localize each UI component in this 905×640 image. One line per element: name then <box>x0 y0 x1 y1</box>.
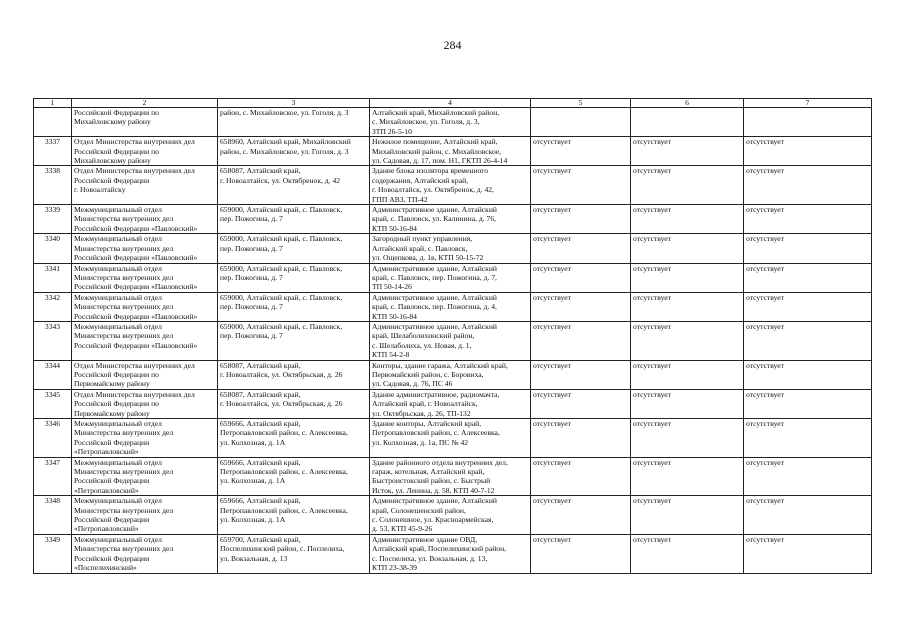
organization-cell-line: Межмуниципальный отдел <box>74 263 162 273</box>
address-cell-line: район, с. Михайловское, ул. Гоголя, д. 3 <box>220 108 349 117</box>
column-6-cell: отсутствует <box>631 457 744 496</box>
table-row <box>34 321 872 360</box>
object-cell-line: содержания, Алтайский край, <box>372 175 469 185</box>
document-table <box>33 98 872 574</box>
object-cell <box>370 360 531 389</box>
object-cell-line: Административное здание, Алтайский <box>372 263 497 273</box>
object-cell-line: ГПП АВЗ, ТП-42 <box>372 194 428 204</box>
organization-cell-line: Михайловскому району <box>74 156 151 166</box>
address-cell-line: 659666, Алтайский край, <box>220 496 301 506</box>
organization-cell-line: Межмуниципальный отдел <box>74 496 162 506</box>
organization-cell <box>72 263 218 292</box>
address-cell-line: пер. Пожогина, д. 7 <box>220 243 283 253</box>
column-5-cell: отсутствует <box>531 534 631 573</box>
object-cell-line: КТП 23-38-39 <box>372 563 417 573</box>
column-header: 3 <box>218 99 370 108</box>
organization-cell-line: Министерства внутренних дел <box>74 331 174 341</box>
address-cell-line: ул. Колхозная, д. 1А <box>220 476 286 486</box>
organization-cell-line: Межмуниципальный отдел <box>74 321 162 331</box>
column-5-cell: отсутствует <box>531 360 631 389</box>
column-5-cell: отсутствует <box>531 234 631 263</box>
column-6-cell <box>631 108 744 137</box>
organization-cell-line: Министерства внутренних дел <box>74 214 174 224</box>
object-cell-line: Административное здание ОВД, <box>372 534 478 544</box>
row-number-cell: 3349 <box>34 534 72 573</box>
column-6-cell: отсутствует <box>631 166 744 205</box>
object-cell-line: ул. Садовая, д. 17, пом. Н1, ГКТП 26-4-14 <box>372 156 508 166</box>
address-cell-line: пер. Пожогина, д. 7 <box>220 272 283 282</box>
row-number-cell: 3338 <box>34 166 72 205</box>
object-cell-line: д. 53, КТП 45-9-26 <box>372 524 433 534</box>
address-cell-line: 659000, Алтайский край, с. Павловск, <box>220 321 343 331</box>
object-cell-line: Алтайский край, Михайловский район, <box>372 108 500 117</box>
column-7-cell: отсутствует <box>744 205 872 234</box>
object-cell-line: Конторы, здание гаража, Алтайский край, <box>372 360 508 370</box>
object-cell-line: Административное здание, Алтайский <box>372 205 497 215</box>
column-5-cell: отсутствует <box>531 263 631 292</box>
object-cell <box>370 457 531 496</box>
address-cell-line: г. Новоалтайск, ул. Октябрьская, д. 26 <box>220 369 343 379</box>
object-cell-line: Быстроистокский район, с. Быстрый <box>372 476 491 486</box>
object-cell-line: Административное здание, Алтайский <box>372 292 497 302</box>
object-cell-line: г. Новоалтайск, ул. Октябренок, д. 42, <box>372 185 494 195</box>
object-cell <box>370 137 531 166</box>
table-row <box>34 137 872 166</box>
column-header: 4 <box>370 99 531 108</box>
organization-cell <box>72 292 218 321</box>
column-6-cell: отсутствует <box>631 137 744 166</box>
address-cell <box>218 166 370 205</box>
column-7-cell: отсутствует <box>744 166 872 205</box>
row-number-cell: 3346 <box>34 419 72 458</box>
column-6-cell: отсутствует <box>631 292 744 321</box>
object-cell-line: Петропавловский район, с. Алексеевка, <box>372 428 500 438</box>
organization-cell <box>72 389 218 418</box>
column-5-cell: отсутствует <box>531 389 631 418</box>
row-number-cell: 3339 <box>34 205 72 234</box>
column-6-cell: отсутствует <box>631 360 744 389</box>
organization-cell <box>72 457 218 496</box>
address-cell <box>218 496 370 535</box>
organization-cell <box>72 419 218 458</box>
address-cell-line: пер. Пожогина, д. 7 <box>220 214 283 224</box>
column-header: 7 <box>744 99 872 108</box>
address-cell-line: 659666, Алтайский край, <box>220 419 301 428</box>
object-cell-line: Алтайский край, Поспелихинский район, <box>372 544 507 554</box>
object-cell-line: край, с. Павловск, ул. Калинина, д. 76, <box>372 214 497 224</box>
column-5-cell: отсутствует <box>531 457 631 496</box>
organization-cell-line: Российской Федерации <box>74 515 150 525</box>
organization-cell-line: Межмуниципальный отдел <box>74 234 162 244</box>
object-cell-line: Здание блока изолятора временного <box>372 166 489 176</box>
column-7-cell: отсутствует <box>744 234 872 263</box>
address-cell <box>218 205 370 234</box>
organization-cell-line: г. Новоалтайску <box>74 185 126 195</box>
object-cell-line: Первомайский район, с. Боровиха, <box>372 369 484 379</box>
address-cell-line: 659000, Алтайский край, с. Павловск, <box>220 292 343 302</box>
column-7-cell: отсутствует <box>744 137 872 166</box>
column-header: 6 <box>631 99 744 108</box>
row-number-cell: 3343 <box>34 321 72 360</box>
object-cell-line: Здание административное, радиомачта, <box>372 389 500 399</box>
object-cell-line: край, Солонешенский район, <box>372 505 466 515</box>
address-cell <box>218 321 370 360</box>
object-cell <box>370 419 531 458</box>
column-7-cell: отсутствует <box>744 389 872 418</box>
organization-cell-line: Министерства внутренних дел <box>74 467 174 477</box>
object-cell <box>370 234 531 263</box>
address-cell-line: ул. Колхозная, д. 1А <box>220 515 286 525</box>
organization-cell-line: Министерства внутренних дел <box>74 505 174 515</box>
address-cell <box>218 234 370 263</box>
column-7-cell: отсутствует <box>744 292 872 321</box>
organization-cell-line: Российской Федерации «Павловский» <box>74 223 198 233</box>
address-cell-line: ул. Колхозная, д. 1А <box>220 437 286 447</box>
object-cell-line: с. Солонешное, ул. Красноармейская, <box>372 515 494 525</box>
object-cell-line: гараж, котельная, Алтайский край, <box>372 467 485 477</box>
organization-cell-line: Министерства внутренних дел <box>74 272 174 282</box>
column-6-cell: отсутствует <box>631 234 744 263</box>
organization-cell-line: Российской Федерации «Павловский» <box>74 340 198 350</box>
address-cell <box>218 389 370 418</box>
organization-cell-line: Российской Федерации <box>74 437 150 447</box>
address-cell-line: г. Новоалтайск, ул. Октябренок, д. 42 <box>220 175 341 185</box>
organization-cell <box>72 234 218 263</box>
column-5-cell: отсутствует <box>531 321 631 360</box>
row-number-cell: 3342 <box>34 292 72 321</box>
organization-cell-line: Министерства внутренних дел <box>74 302 174 312</box>
object-cell-line: ул. Ощепкова, д. 1в, КТП 50-15-72 <box>372 253 484 263</box>
organization-cell-line: Михайловскому району <box>74 117 151 127</box>
organization-cell <box>72 108 218 137</box>
table-row <box>34 389 872 418</box>
object-cell <box>370 534 531 573</box>
column-6-cell: отсутствует <box>631 496 744 535</box>
object-cell-line: КТП 50-16-84 <box>372 311 417 321</box>
address-cell-line: пер. Пожогина, д. 7 <box>220 331 283 341</box>
object-cell-line: ТП 50-14-26 <box>372 282 412 292</box>
column-5-cell: отсутствует <box>531 166 631 205</box>
page-number: 284 <box>443 38 462 52</box>
object-cell <box>370 263 531 292</box>
address-cell <box>218 360 370 389</box>
column-7-cell: отсутствует <box>744 534 872 573</box>
object-cell-line: с. Поспелиха, ул. Вокзальная, д. 13, <box>372 553 488 563</box>
address-cell-line: Петропавловский район, с. Алексеевка, <box>220 505 348 515</box>
organization-cell-line: «Петропавловский» <box>74 447 139 457</box>
object-cell-line: Нежилое помещение, Алтайский край, <box>372 137 498 147</box>
organization-cell <box>72 534 218 573</box>
object-cell-line: ЗТП 26-5-10 <box>372 126 412 136</box>
organization-cell-line: Российской Федерации <box>74 553 150 563</box>
object-cell-line: Административное здание, Алтайский <box>372 496 497 506</box>
address-cell-line: ул. Вокзальная, д. 13 <box>220 553 288 563</box>
row-number-cell <box>34 108 72 137</box>
organization-cell <box>72 205 218 234</box>
organization-cell-line: Министерства внутренних дел <box>74 428 174 438</box>
object-cell-line: край, с. Павловск, пер. Пожогина, д. 7, <box>372 272 497 282</box>
column-header: 5 <box>531 99 631 108</box>
organization-cell-line: Российской Федерации по <box>74 369 159 379</box>
row-number-cell: 3345 <box>34 389 72 418</box>
table-row <box>34 234 872 263</box>
object-cell-line: ул. Октябрьская, д. 26, ТП-132 <box>372 408 471 418</box>
column-5-cell: отсутствует <box>531 137 631 166</box>
table-body <box>34 99 872 574</box>
object-cell-line: Алтайский край, с. Павловск, <box>372 243 468 253</box>
table-row <box>34 166 872 205</box>
organization-cell <box>72 496 218 535</box>
address-cell-line: 659700, Алтайский край, <box>220 534 301 544</box>
object-cell-line: край, Шелаболихинский район, <box>372 331 475 341</box>
row-number-cell: 3337 <box>34 137 72 166</box>
object-cell-line: КТП 50-16-84 <box>372 223 417 233</box>
row-number-cell: 3347 <box>34 457 72 496</box>
organization-cell-line: Российской Федерации по <box>74 399 159 409</box>
address-cell-line: 658087, Алтайский край, <box>220 389 301 399</box>
column-6-cell: отсутствует <box>631 534 744 573</box>
object-cell-line: с. Шелаболиха, ул. Новая, д. 1, <box>372 340 472 350</box>
row-number-cell: 3341 <box>34 263 72 292</box>
address-cell-line: 659666, Алтайский край, <box>220 457 301 467</box>
column-7-cell: отсутствует <box>744 457 872 496</box>
object-cell <box>370 496 531 535</box>
address-cell-line: Петропавловский район, с. Алексеевка, <box>220 428 348 438</box>
table-row <box>34 360 872 389</box>
object-cell <box>370 108 531 137</box>
object-cell-line: ул. Садовая, д. 76, ПС 46 <box>372 379 453 389</box>
organization-cell-line: Отдел Министерства внутренних дел <box>74 137 195 147</box>
object-cell-line: Исток, ул. Ленина, д. 58, КТП 40-7-12 <box>372 485 495 495</box>
table-row <box>34 534 872 573</box>
table-row <box>34 263 872 292</box>
address-cell <box>218 108 370 137</box>
table-row <box>34 292 872 321</box>
column-header: 2 <box>72 99 218 108</box>
object-cell <box>370 292 531 321</box>
organization-cell-line: Министерства внутренних дел <box>74 544 174 554</box>
column-7-cell: отсутствует <box>744 419 872 458</box>
column-6-cell: отсутствует <box>631 263 744 292</box>
organization-cell-line: Российской Федерации «Павловский» <box>74 253 198 263</box>
column-7-cell: отсутствует <box>744 263 872 292</box>
object-cell-line: Здание конторы, Алтайский край, <box>372 419 482 428</box>
row-number-cell: 3340 <box>34 234 72 263</box>
object-cell-line: ул. Колхозная, д. 1а, ПС № 42 <box>372 437 469 447</box>
address-cell-line: район, с. Михайловское, ул. Гоголя, д. 3 <box>220 146 349 156</box>
object-cell-line: Алтайский край, г. Новоалтайск, <box>372 399 478 409</box>
organization-cell-line: «Петропавловский» <box>74 524 139 534</box>
table-row <box>34 457 872 496</box>
address-cell-line: 659000, Алтайский край, с. Павловск, <box>220 205 343 215</box>
organization-cell <box>72 166 218 205</box>
organization-cell-line: Отдел Министерства внутренних дел <box>74 360 195 370</box>
organization-cell-line: Отдел Министерства внутренних дел <box>74 389 195 399</box>
organization-cell-line: Межмуниципальный отдел <box>74 419 162 428</box>
table-row <box>34 496 872 535</box>
object-cell <box>370 205 531 234</box>
object-cell-line: КТП 54-2-8 <box>372 350 410 360</box>
organization-cell <box>72 360 218 389</box>
address-cell-line: пер. Пожогина, д. 7 <box>220 302 283 312</box>
column-5-cell: отсутствует <box>531 496 631 535</box>
column-7-cell: отсутствует <box>744 360 872 389</box>
address-cell-line: Петропавловский район, с. Алексеевка, <box>220 467 348 477</box>
address-cell <box>218 457 370 496</box>
organization-cell-line: Первомайскому району <box>74 379 150 389</box>
organization-cell-line: Отдел Министерства внутренних дел <box>74 166 195 176</box>
address-cell-line: 658087, Алтайский край, <box>220 360 301 370</box>
organization-cell-line: «Поспелихинский» <box>74 563 137 573</box>
table-row <box>34 419 872 458</box>
column-6-cell: отсутствует <box>631 321 744 360</box>
object-cell <box>370 321 531 360</box>
organization-cell-line: Российской Федерации «Павловский» <box>74 311 198 321</box>
row-number-cell: 3348 <box>34 496 72 535</box>
organization-cell-line: Межмуниципальный отдел <box>74 292 162 302</box>
address-cell-line: 659000, Алтайский край, с. Павловск, <box>220 263 343 273</box>
column-5-cell: отсутствует <box>531 419 631 458</box>
object-cell <box>370 389 531 418</box>
object-cell-line: Административное здание, Алтайский <box>372 321 497 331</box>
column-7-cell <box>744 108 872 137</box>
column-5-cell <box>531 108 631 137</box>
column-6-cell: отсутствует <box>631 205 744 234</box>
table-row <box>34 108 872 137</box>
organization-cell <box>72 137 218 166</box>
column-5-cell: отсутствует <box>531 292 631 321</box>
address-cell <box>218 137 370 166</box>
column-5-cell: отсутствует <box>531 205 631 234</box>
object-cell-line: Михайловский район, с. Михайловское, <box>372 146 502 156</box>
address-cell-line: г. Новоалтайск, ул. Октябрьская, д. 26 <box>220 399 343 409</box>
organization-cell-line: Российской Федерации <box>74 476 150 486</box>
row-number-cell: 3344 <box>34 360 72 389</box>
address-cell-line: 659000, Алтайский край, с. Павловск, <box>220 234 343 244</box>
object-cell-line: Здание районного отдела внутренних дел, <box>372 457 508 467</box>
address-cell-line: 658087, Алтайский край, <box>220 166 301 176</box>
header-row <box>34 99 872 108</box>
address-cell-line: Поспелихинский район, с. Поспелиха, <box>220 544 345 554</box>
column-7-cell: отсутствует <box>744 496 872 535</box>
organization-cell <box>72 321 218 360</box>
address-cell <box>218 419 370 458</box>
organization-cell-line: Российской Федерации «Павловский» <box>74 282 198 292</box>
organization-cell-line: Межмуниципальный отдел <box>74 457 162 467</box>
column-6-cell: отсутствует <box>631 419 744 458</box>
object-cell-line: край, с. Павловск, пер. Пожогина, д. 4, <box>372 302 497 312</box>
address-cell <box>218 292 370 321</box>
organization-cell-line: Российской Федерации <box>74 175 150 185</box>
organization-cell-line: Межмуниципальный отдел <box>74 534 162 544</box>
address-cell-line: 658960, Алтайский край, Михайловский <box>220 137 351 147</box>
organization-cell-line: Первомайскому району <box>74 408 150 418</box>
column-7-cell: отсутствует <box>744 321 872 360</box>
organization-cell-line: Российской Федерации по <box>74 146 159 156</box>
column-6-cell: отсутствует <box>631 389 744 418</box>
organization-cell-line: Межмуниципальный отдел <box>74 205 162 215</box>
address-cell <box>218 263 370 292</box>
organization-cell-line: «Петропавловский» <box>74 485 139 495</box>
object-cell-line: с. Михайловское, ул. Гоголя, д. 3, <box>372 117 480 127</box>
address-cell <box>218 534 370 573</box>
table-row <box>34 205 872 234</box>
organization-cell-line: Министерства внутренних дел <box>74 243 174 253</box>
object-cell <box>370 166 531 205</box>
column-header: 1 <box>34 99 72 108</box>
object-cell-line: Загородный пункт управления, <box>372 234 473 244</box>
organization-cell-line: Российской Федерации по <box>74 108 159 117</box>
